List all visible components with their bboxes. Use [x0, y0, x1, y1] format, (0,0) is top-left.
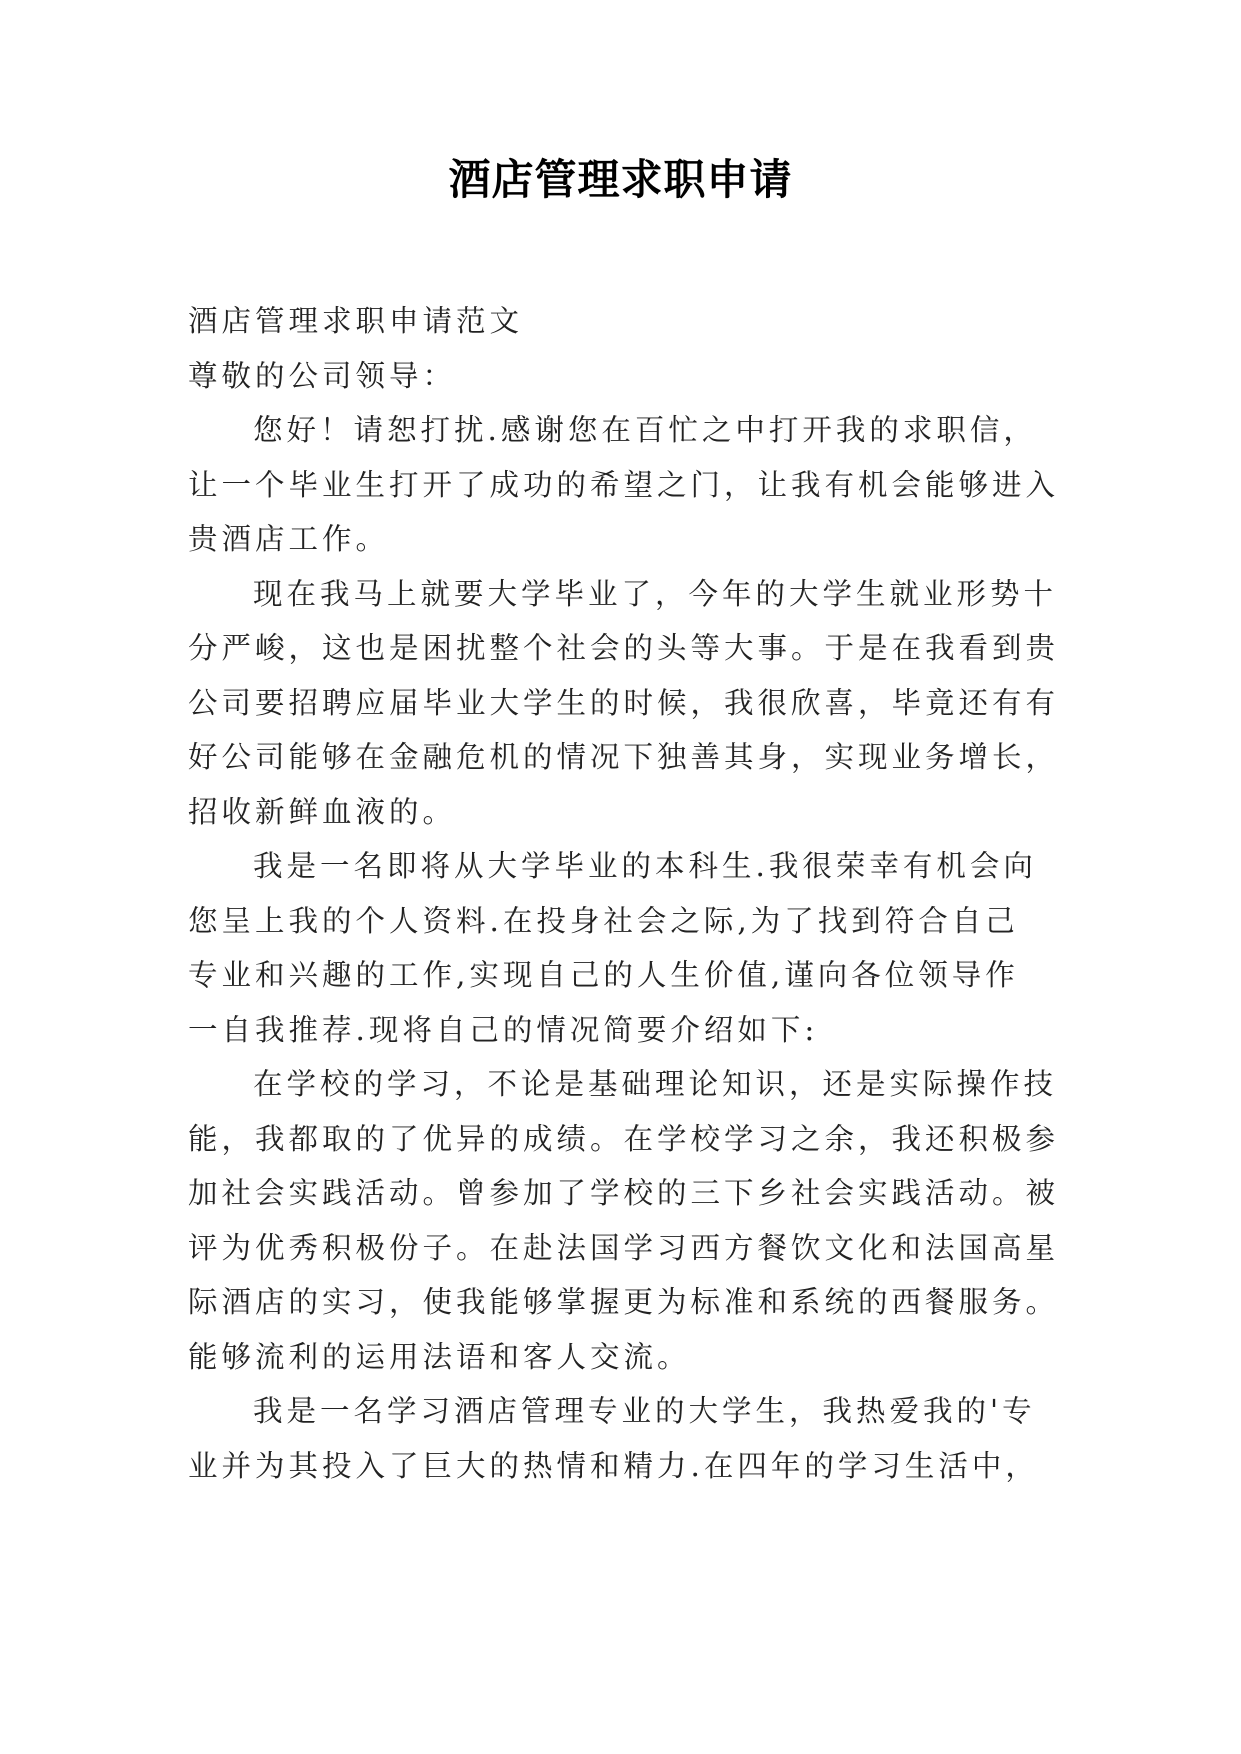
text-line: 现在我马上就要大学毕业了，今年的大学生就业形势十 — [253, 576, 1058, 611]
text-line: 业并为其投入了巨大的热情和精力.在四年的学习生活中， — [188, 1448, 1039, 1483]
text-line: 招收新鲜血液的。 — [188, 794, 457, 829]
document-title: 酒店管理求职申请 — [448, 155, 793, 204]
text-line: 际酒店的实习，使我能够掌握更为标准和系统的西餐服务。 — [188, 1285, 1060, 1319]
document-body — [188, 294, 1060, 1493]
text-line: 酒店管理求职申请范文 — [188, 304, 524, 338]
text-line: 我是一名即将从大学毕业的本科生.我很荣幸有机会向 — [253, 849, 1037, 883]
text-line: 贵酒店工作。 — [188, 522, 390, 556]
text-line: 专业和兴趣的工作,实现自己的人生价值,谨向各位领导作 — [188, 958, 1019, 992]
text-line: 尊敬的公司领导： — [188, 358, 457, 393]
text-line: 一自我推荐.现将自己的情况简要介绍如下: — [188, 1012, 819, 1047]
text-line: 我是一名学习酒店管理专业的大学生，我热爱我的'专 — [253, 1394, 1036, 1428]
text-line: 好公司能够在金融危机的情况下独善其身，实现业务增长， — [188, 740, 1060, 774]
text-line: 分严峻，这也是困扰整个社会的头等大事。于是在我看到贵 — [188, 631, 1060, 665]
text-line: 您呈上我的个人资料.在投身社会之际,为了找到符合自己 — [188, 903, 1019, 938]
text-line: 能，我都取的了优异的成绩。在学校学习之余，我还积极参 — [188, 1121, 1060, 1156]
text-line: 您好！请恕打扰.感谢您在百忙之中打开我的求职信， — [253, 413, 1037, 447]
text-line: 能够流利的运用法语和客人交流。 — [188, 1339, 691, 1374]
text-line: 加社会实践活动。曾参加了学校的三下乡社会实践活动。被 — [188, 1176, 1060, 1210]
text-line: 在学校的学习，不论是基础理论知识，还是实际操作技 — [253, 1067, 1058, 1101]
text-line: 让一个毕业生打开了成功的希望之门，让我有机会能够进入 — [188, 467, 1060, 502]
text-line: 评为优秀积极份子。在赴法国学习西方餐饮文化和法国高星 — [188, 1230, 1060, 1265]
text-line: 公司要招聘应届毕业大学生的时候，我很欣喜，毕竟还有有 — [188, 685, 1060, 720]
